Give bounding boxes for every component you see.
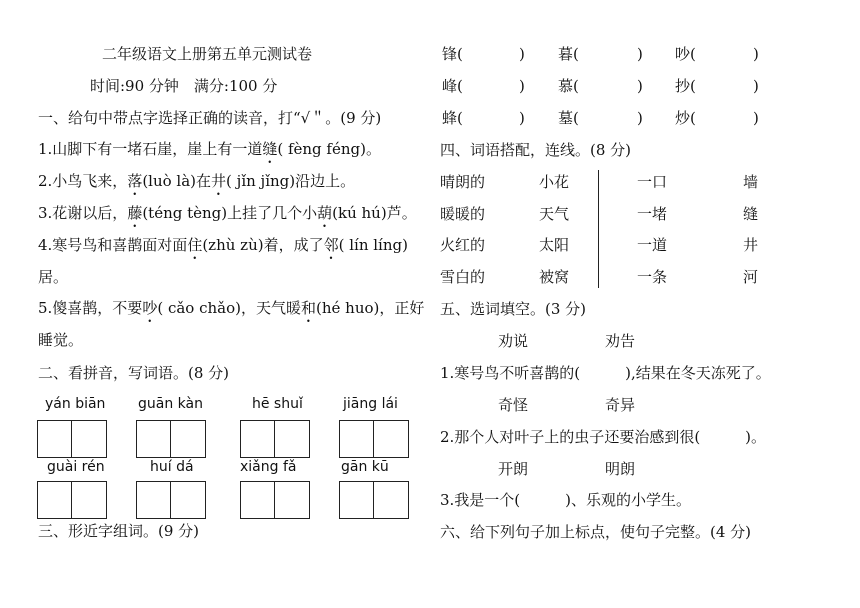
pinyin-label: yán biān (45, 396, 106, 412)
blank-close: ) (637, 109, 643, 127)
word-group-item: 抄( (675, 77, 696, 95)
pinyin-label: guài rén (47, 459, 105, 475)
pinyin-label: huí dá (150, 459, 194, 475)
word-choice: 劝告 (605, 332, 636, 350)
fill-sentence-3: 3.我是一个( )、乐观的小学生。 (440, 491, 692, 509)
section-1-heading: 一、给句中带点字选择正确的读音，打“√＂。(9 分) (38, 109, 382, 127)
word-group-item: 暮( (558, 45, 579, 63)
word-choice: 明朗 (605, 460, 636, 478)
match-right-quantifier: 一道 (637, 236, 668, 254)
pinyin-label: guān kàn (138, 396, 203, 412)
section-2-heading: 二、看拼音，写词语。(8 分) (38, 364, 230, 382)
divider-line (598, 170, 599, 288)
writing-grid[interactable] (136, 481, 206, 519)
match-right-noun: 缝 (743, 205, 759, 223)
pinyin-label: jiāng lái (343, 396, 398, 412)
word-choice: 劝说 (498, 332, 529, 350)
blank-close: ) (753, 77, 759, 95)
fill-sentence-1: 1.寒号鸟不听喜鹊的( ),结果在冬天冻死了。 (440, 364, 771, 382)
word-group-item: 墓( (558, 109, 579, 127)
match-left-noun: 小花 (539, 173, 570, 191)
word-group-item: 蜂( (442, 109, 463, 127)
blank-close: ) (753, 45, 759, 63)
match-right-noun: 墙 (743, 173, 759, 191)
writing-grid[interactable] (136, 420, 206, 458)
writing-grid[interactable] (37, 420, 107, 458)
question-1-1: 1.山脚下有一堵石崖，崖上有一道缝( fèng féng)。 (38, 140, 381, 158)
match-left-adjective: 雪白的 (440, 268, 486, 286)
word-choice: 开朗 (498, 460, 529, 478)
writing-grid[interactable] (240, 420, 310, 458)
match-left-noun: 天气 (539, 205, 570, 223)
question-1-4-cont: 居。 (38, 268, 69, 286)
section-6-heading: 六、给下列句子加上标点，使句子完整。(4 分) (440, 523, 752, 541)
blank-close: ) (519, 77, 525, 95)
section-4-heading: 四、词语搭配，连线。(8 分) (440, 141, 632, 159)
section-3-heading: 三、形近字组词。(9 分) (38, 522, 200, 540)
match-right-noun: 河 (743, 268, 759, 286)
match-right-quantifier: 一堵 (637, 205, 668, 223)
fill-sentence-2: 2.那个人对叶子上的虫子还要治感到很( )。 (440, 428, 767, 446)
question-1-5: 5.傻喜鹊，不要吵( cǎo chǎo)，天气暖和(hé huo)，正好 (38, 299, 425, 317)
exam-meta: 时间:90 分钟 满分:100 分 (90, 77, 278, 95)
writing-grid[interactable] (339, 420, 409, 458)
question-1-3: 3.花谢以后，藤(téng tèng)上挂了几个小葫(kú hú)芦。 (38, 204, 417, 222)
writing-grid[interactable] (240, 481, 310, 519)
pinyin-label: xiǎng fǎ (240, 459, 297, 475)
blank-close: ) (519, 45, 525, 63)
word-group-item: 峰( (442, 77, 463, 95)
match-left-adjective: 火红的 (440, 236, 486, 254)
blank-close: ) (637, 45, 643, 63)
word-group-item: 吵( (675, 45, 696, 63)
page-title: 二年级语文上册第五单元测试卷 (102, 45, 313, 63)
word-choice: 奇怪 (498, 396, 529, 414)
word-group-item: 慕( (558, 77, 579, 95)
writing-grid[interactable] (339, 481, 409, 519)
match-left-noun: 被窝 (539, 268, 570, 286)
match-left-adjective: 暖暖的 (440, 205, 486, 223)
blank-close: ) (637, 77, 643, 95)
section-5-heading: 五、选词填空。(3 分) (440, 300, 587, 318)
match-left-adjective: 晴朗的 (440, 173, 486, 191)
word-group-item: 炒( (675, 109, 696, 127)
question-1-5-cont: 睡觉。 (38, 331, 84, 349)
match-right-noun: 井 (743, 236, 759, 254)
match-right-quantifier: 一口 (637, 173, 668, 191)
word-choice: 奇异 (605, 396, 636, 414)
blank-close: ) (753, 109, 759, 127)
writing-grid[interactable] (37, 481, 107, 519)
match-right-quantifier: 一条 (637, 268, 668, 286)
question-1-4: 4.寒号鸟和喜鹊面对面住(zhù zù)着，成了邻( lín líng) (38, 236, 408, 254)
word-group-item: 锋( (442, 45, 463, 63)
question-1-2: 2.小鸟飞来，落(luò là)在井( jǐn jǐng)沿边上。 (38, 172, 356, 190)
match-left-noun: 太阳 (539, 236, 570, 254)
pinyin-label: gān kū (341, 459, 389, 475)
blank-close: ) (519, 109, 525, 127)
pinyin-label: hē shuǐ (252, 396, 303, 412)
